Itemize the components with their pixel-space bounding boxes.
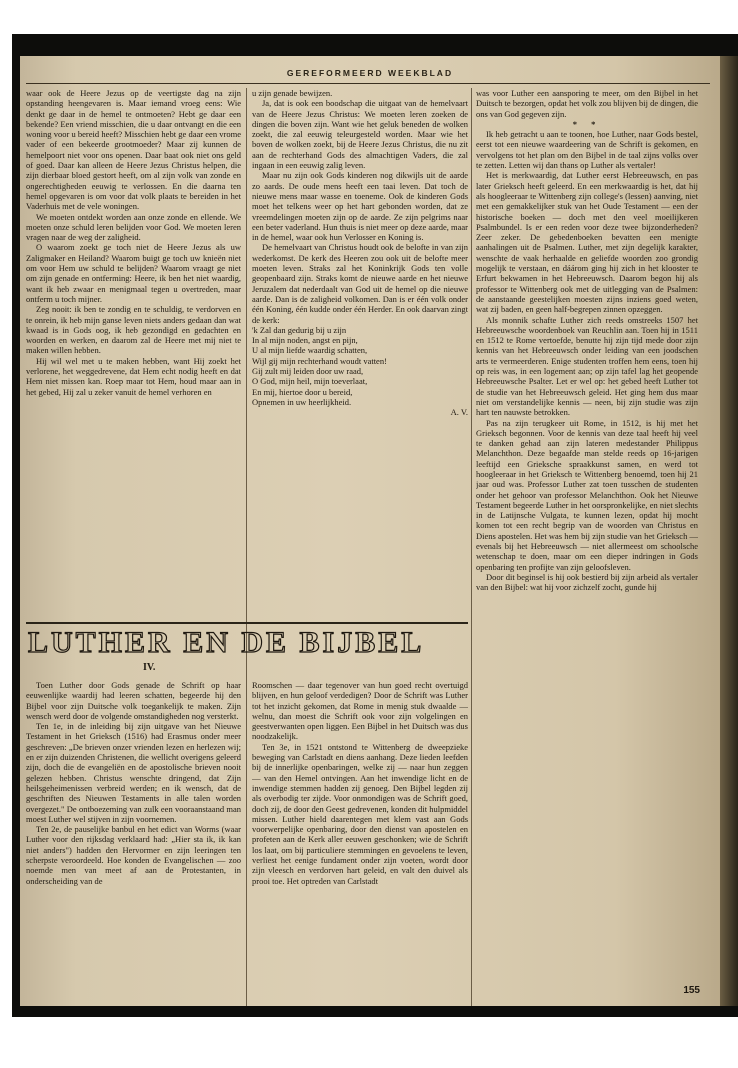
poem-line: O God, mijn heil, mijn toeverlaat,: [252, 376, 368, 387]
paragraph: Pas na zijn terugkeer uit Rome, in 1512, is hij met het Grieksch begonnen. Voor de kennis van deze taal heeft hij veel te danken gehad aan zijn lateren medestander Philippus Melanchthon. Deze begaafde man stelde reeds op 16-jarigen leeftijd een Grieksche spraakkunst samen, en werd tot hoogleeraar in het Grieksch te Wittenberg benoemd, toen hij 21 jaar oud was. Professor Luther zat toen tusschen de studenten onder het gehoor van professor Melanchthon. Ook het Nieuwe Testament begeerde Luther in het oorspronkelijke, en niet slechts in de Latijnsche Vulgata, te kunnen lezen, opdat hij mocht komen tot een recht begrip van de woorden van Christus en Diens apostelen. Het was hem bij zijn studie van het Grieksch — evenals bij het Hebreeuwsch — niet allermeest om schoolsche wetenschap te doen, maar om een dieper indringen in Gods openbaring ten profijte van zijn geloofsleven.: [476, 417, 698, 572]
paragraph: Door dit beginsel is hij ook bestierd bij zijn arbeid als vertaler van den Bijbel: wat hij voor zichzelf zocht, gunde hij: [476, 571, 698, 593]
scanned-page: [12, 34, 738, 1017]
poem-line: U al mijn liefde waardig schatten,: [252, 345, 368, 356]
paper-sheet: [20, 56, 720, 1006]
article2-column2: [252, 680, 468, 1006]
column3: [476, 88, 698, 1006]
column-rule-2: [471, 88, 472, 1006]
article1-column2: [252, 88, 468, 618]
paragraph: Als monnik schafte Luther zich reeds omstreeks 1507 het Hebreeuwsche woordenboek van Reuchlin aan. Toen hij in 1511 en 1512 te Rome vertoefde, benutte hij zijn tijd mede door zijn kennis van het Hebreeuwsch onder leiding van een joodschen arts te vermeerderen. Enige studenten troffen hem eens, toen hij op reis was, in een logement aan; op zijn tafel lag het geopende Hebreeuwsche Psalter. Let er wel op: het gebed heeft Luther tot de studie van het Hebreeuwsch geleid. Het ging hem dus maar niet om verstandelijke kennis — neen, bij zijn studie was zijn hart ten nauwste betrokken.: [476, 314, 698, 418]
poem-line: Wijl gij mijn rechterhand woudt vatten!: [252, 355, 387, 366]
paragraph: Maar nu zijn ook Gods kinderen nog dikwijls uit de aarde zo aards. De oude mens heeft een taai leven. Dat toch de nieuwe mens maar wasse en toeneme. Ook de kinderen Gods moet het telkens weer op het hart gebonden worden, dat ze vreemdelingen moeten zijn op de aarde. Ze zijn pelgrims naar een beter vaderland. Hun thuis is niet meer op deze aarde, maar in de hemel, waar ook hun Verlosser en Koning is.: [252, 170, 468, 243]
paragraph: Ten 3e, in 1521 ontstond te Wittenberg de dweepzieke beweging van Carlstadt en diens aanhang. Deze lieden leefden bij de innerlijke openbaringen, welke zij — naar hun zeggen — van den Hemel ontvingen. Aan het inwendige licht en de inwendige stemmen hadden zij genoeg. Den Bijbel legden zij als overbodig ter zijde. Voor onmondigen was de Schrift goed, doch zij, de door den Geest gedrevenen, konden dit hulpmiddel missen. Luther hield daarentegen met klem vast aan Gods voorwerpelijke openbaring, door den dienst van apostelen en profeten aan de Kerk aller eeuwen geschonken; wie de Schrift los laat, om bij particuliere stemmingen en gevoelens te leven, verliest het eenige fundament onder zijn voeten, wordt door zijn vleesch en verdorven hart geleid, en valt den duivel als prooi toe. Het optreden van Carlstadt: [252, 741, 468, 886]
header-rule: [26, 83, 710, 84]
paragraph: De hemelvaart van Christus houdt ook de belofte in van zijn wederkomst. De kerk des Heeren zou ook uit de belofte meer moeten leven. Straks zal het Koninkrijk Gods ten volle geopenbaard zijn. Straks komt de nieuwe aarde en het nieuwe Jeruzalem dat nederdaalt van God uit de hemel op die nieuwe aarde. Dan is de zaligheid volkomen. Dan is er één volk onder één Koning, één kudde onder één Herder. En ook daarvan zingt de kerk:: [252, 242, 468, 325]
article-title-text: LUTHER EN DE BIJBEL: [28, 626, 425, 659]
title-rule: [26, 622, 468, 624]
running-head: GEREFORMEERD WEEKBLAD: [286, 68, 454, 78]
paragraph: Ten 1e, in de inleiding bij zijn uitgave van het Nieuwe Testament in het Grieksch (1516) had Erasmus onder meer geschreven: „De brieven onzer vrienden lezen en herlezen wij; en er zijn duizenden Christenen, die wellicht overigens geleerd zijn, doch die de evangeliën en de apostolische brieven nooit gelezen hebben. Christus wenschte dringend, dat Zijn heilsgeheimenissen verbreid werden; en ik wensch, dat de geschriften des Nieuwen Testaments in alle talen worden overgezet." De ontboezeming van zulk een vooraanstaand man moest Luther wel stijven in zijn voornemen.: [26, 721, 241, 824]
poem-line: Gij zult mij leiden door uw raad,: [252, 366, 364, 377]
paragraph: Toen Luther door Gods genade de Schrift op haar eeuwenlijke waardij had leeren schatten, begeerde hij den Bijbel voor zijn Duitsche volk toegankelijk te maken. Zijn wensch werd door de volgende omstandigheden nog versterkt.: [26, 680, 241, 721]
paragraph: was voor Luther een aansporing te meer, om den Bijbel in het Duitsch te bezorgen, opdat het volk zou blijven bij de dingen, die ons van God gegeven zijn.: [476, 88, 698, 119]
separator: * *: [572, 118, 602, 129]
paragraph: Ten 2e, de pauselijke banbul en het edict van Worms (waar Luther voor den rijksdag verklaard had: „Hier sta ik, ik kan niet anders") hadden den Hervormer en zijn leeringen ten scherpste veroordeeld. Hoe konden de Evangelischen — zoo noemde men van meet af aan de Protestanten, in onderscheiding van de: [26, 824, 241, 886]
paragraph: waar ook de Heere Jezus op de veertigste dag na zijn opstanding heengevaren is. Maar iemand vroeg eens: Wie denkt ge daar in de hemel te ontmoeten? Hebt ge daar een bekende? Een vriend misschien, die u daar ontvangt en die een woning voor u bereid heeft? Misschien hebt ge daar een vrome vader of een bekeerde grootmoeder? Maar zij kunnen de hemelpoort niet voor ons openen. Daar baat ook niet ons geld of goed. Daar kan alleen de Heere Jezus Christus helpen, die zijn dierbaar bloed gestort heeft, om al zijn volk van zonde en ongerechtigheden eeuwig te verlossen. En die daarna ten hemel opgevaren is om voor dat volk plaats te bereiden in het Vaderhuis met de vele woningen.: [26, 88, 241, 212]
poem-line: 'k Zal dan gedurig bij u zijn: [252, 324, 347, 335]
article-number: IV.: [143, 662, 156, 673]
paragraph: Ik heb getracht u aan te toonen, hoe Luther, naar Gods bestel, eerst tot een nieuwe waardeering van de Schrift is gekomen, en vervolgens tot het plan om den Bijbel in de taal zijns volks over te zetten. Letten wij dan thans op Luther als vertaler!: [476, 129, 698, 171]
article2-column1: [26, 680, 241, 1006]
paragraph: Hij wil wel met u te maken hebben, want Hij zoekt het verlorene, het weggedrevene, dat Hem echt nodig heeft en dat Hem niet missen kan. Roep maar tot Hem, houd maar aan in het gebed, Hij zal u zeker vanuit de hemel verhoren en: [26, 355, 241, 397]
paragraph: We moeten ontdekt worden aan onze zonde en ellende. We moeten onze schuld leren belijden voor God. We moeten leren vragen naar de weg der zaligheid.: [26, 211, 241, 243]
paragraph: O waarom zoekt ge toch niet de Heere Jezus als uw Zaligmaker en Heiland? Waarom buigt ge toch uw knieën niet om voor Hem uw schuld te belijden? Waarom vraagt ge niet om zijn genade en ontferming: Heere, ik ben het niet waardig, want ik heb zwaar en menigmaal tegen u overtreden, maar ontferm u toch mijner.: [26, 242, 241, 304]
paragraph: u zijn genade bewijzen.: [252, 88, 333, 98]
poem-line: Opnemen in uw heerlijkheid.: [252, 396, 352, 407]
column-rule-1: [246, 88, 247, 1006]
poem-line: In al mijn noden, angst en pijn,: [252, 335, 358, 346]
page-number: 155: [683, 985, 700, 996]
book-binding-edge: [720, 56, 738, 1006]
paragraph: Ja, dat is ook een boodschap die uitgaat van de hemelvaart van de Heere Jezus Christus: We moeten leren zoeken de dingen die boven zijn. Want wie het geluk beneden de wolken zoekt, die zal eeuwig teleurgesteld worden. Maar wie het boven de wolken zoekt, bij de Heere Jezus Christus, die nu zit aan de rechterhand Gods des almachtigen Vaders, die zal ingaan in een eeuwig zalig leven.: [252, 98, 468, 171]
poem-line: En mij, hiertoe door u bereid,: [252, 386, 353, 397]
paragraph: Roomschen — daar tegenover van hun goed recht overtuigd blijven, en hun geloof verdedigen? Door de Schrift was Luther tot het inzicht gekomen, dat Rome in menig stuk dwaalde — welnu, dan moest die Schrift ook voor zijn volgelingen en geestverwanten open liggen. Een Bijbel in het Duitsch was dus noodzakelijk.: [252, 680, 468, 742]
signature: A. V.: [450, 407, 468, 418]
paragraph: Zeg nooit: ik ben te zondig en te schuldig, te verdorven en te onrein, ik heb mijn ganse leven niets anders gedaan dan wat kwaad is in Gods oog, ik heb gezondigd en gedachten en woorden en werken, en daarom zal de Heere met mij niet te maken willen hebben.: [26, 304, 241, 356]
article1-column1: [26, 88, 241, 618]
paragraph: Het is merkwaardig, dat Luther eerst Hebreeuwsch, en pas later Grieksch heeft geleerd. En een merkwaardig is het, dat hij als hoogleeraar te Wittenberg zijn college's (lessen) aanving, niet met een gemakkelijker stuk van het Oude Testament — een der historische boeken — doch met den veel moeilijkeren Psalmbundel. Is er een reden voor deze twee bijzonderheden? Zeer zeker. De gebedenboeken bevatten een menigte aanhalingen uit de Psalmen. Luther, met zijn degelijk karakter, wenschte de vaak herhaalde en geliefde woorden zoo grondig mogelijk te verstaan, en dáárom ging hij zich in het klooster te Erfurt bekwamen in het Hebreeuwsch. Daarom begon hij als professor te Wittenberg ook met de uitlegging van de Psalmen: de aanstaande geestelijken moesten zijns inziens goed weten, wat zij baden, en geen half-begrepen zinnen opzeggen.: [476, 170, 698, 315]
article-title: [28, 626, 468, 673]
